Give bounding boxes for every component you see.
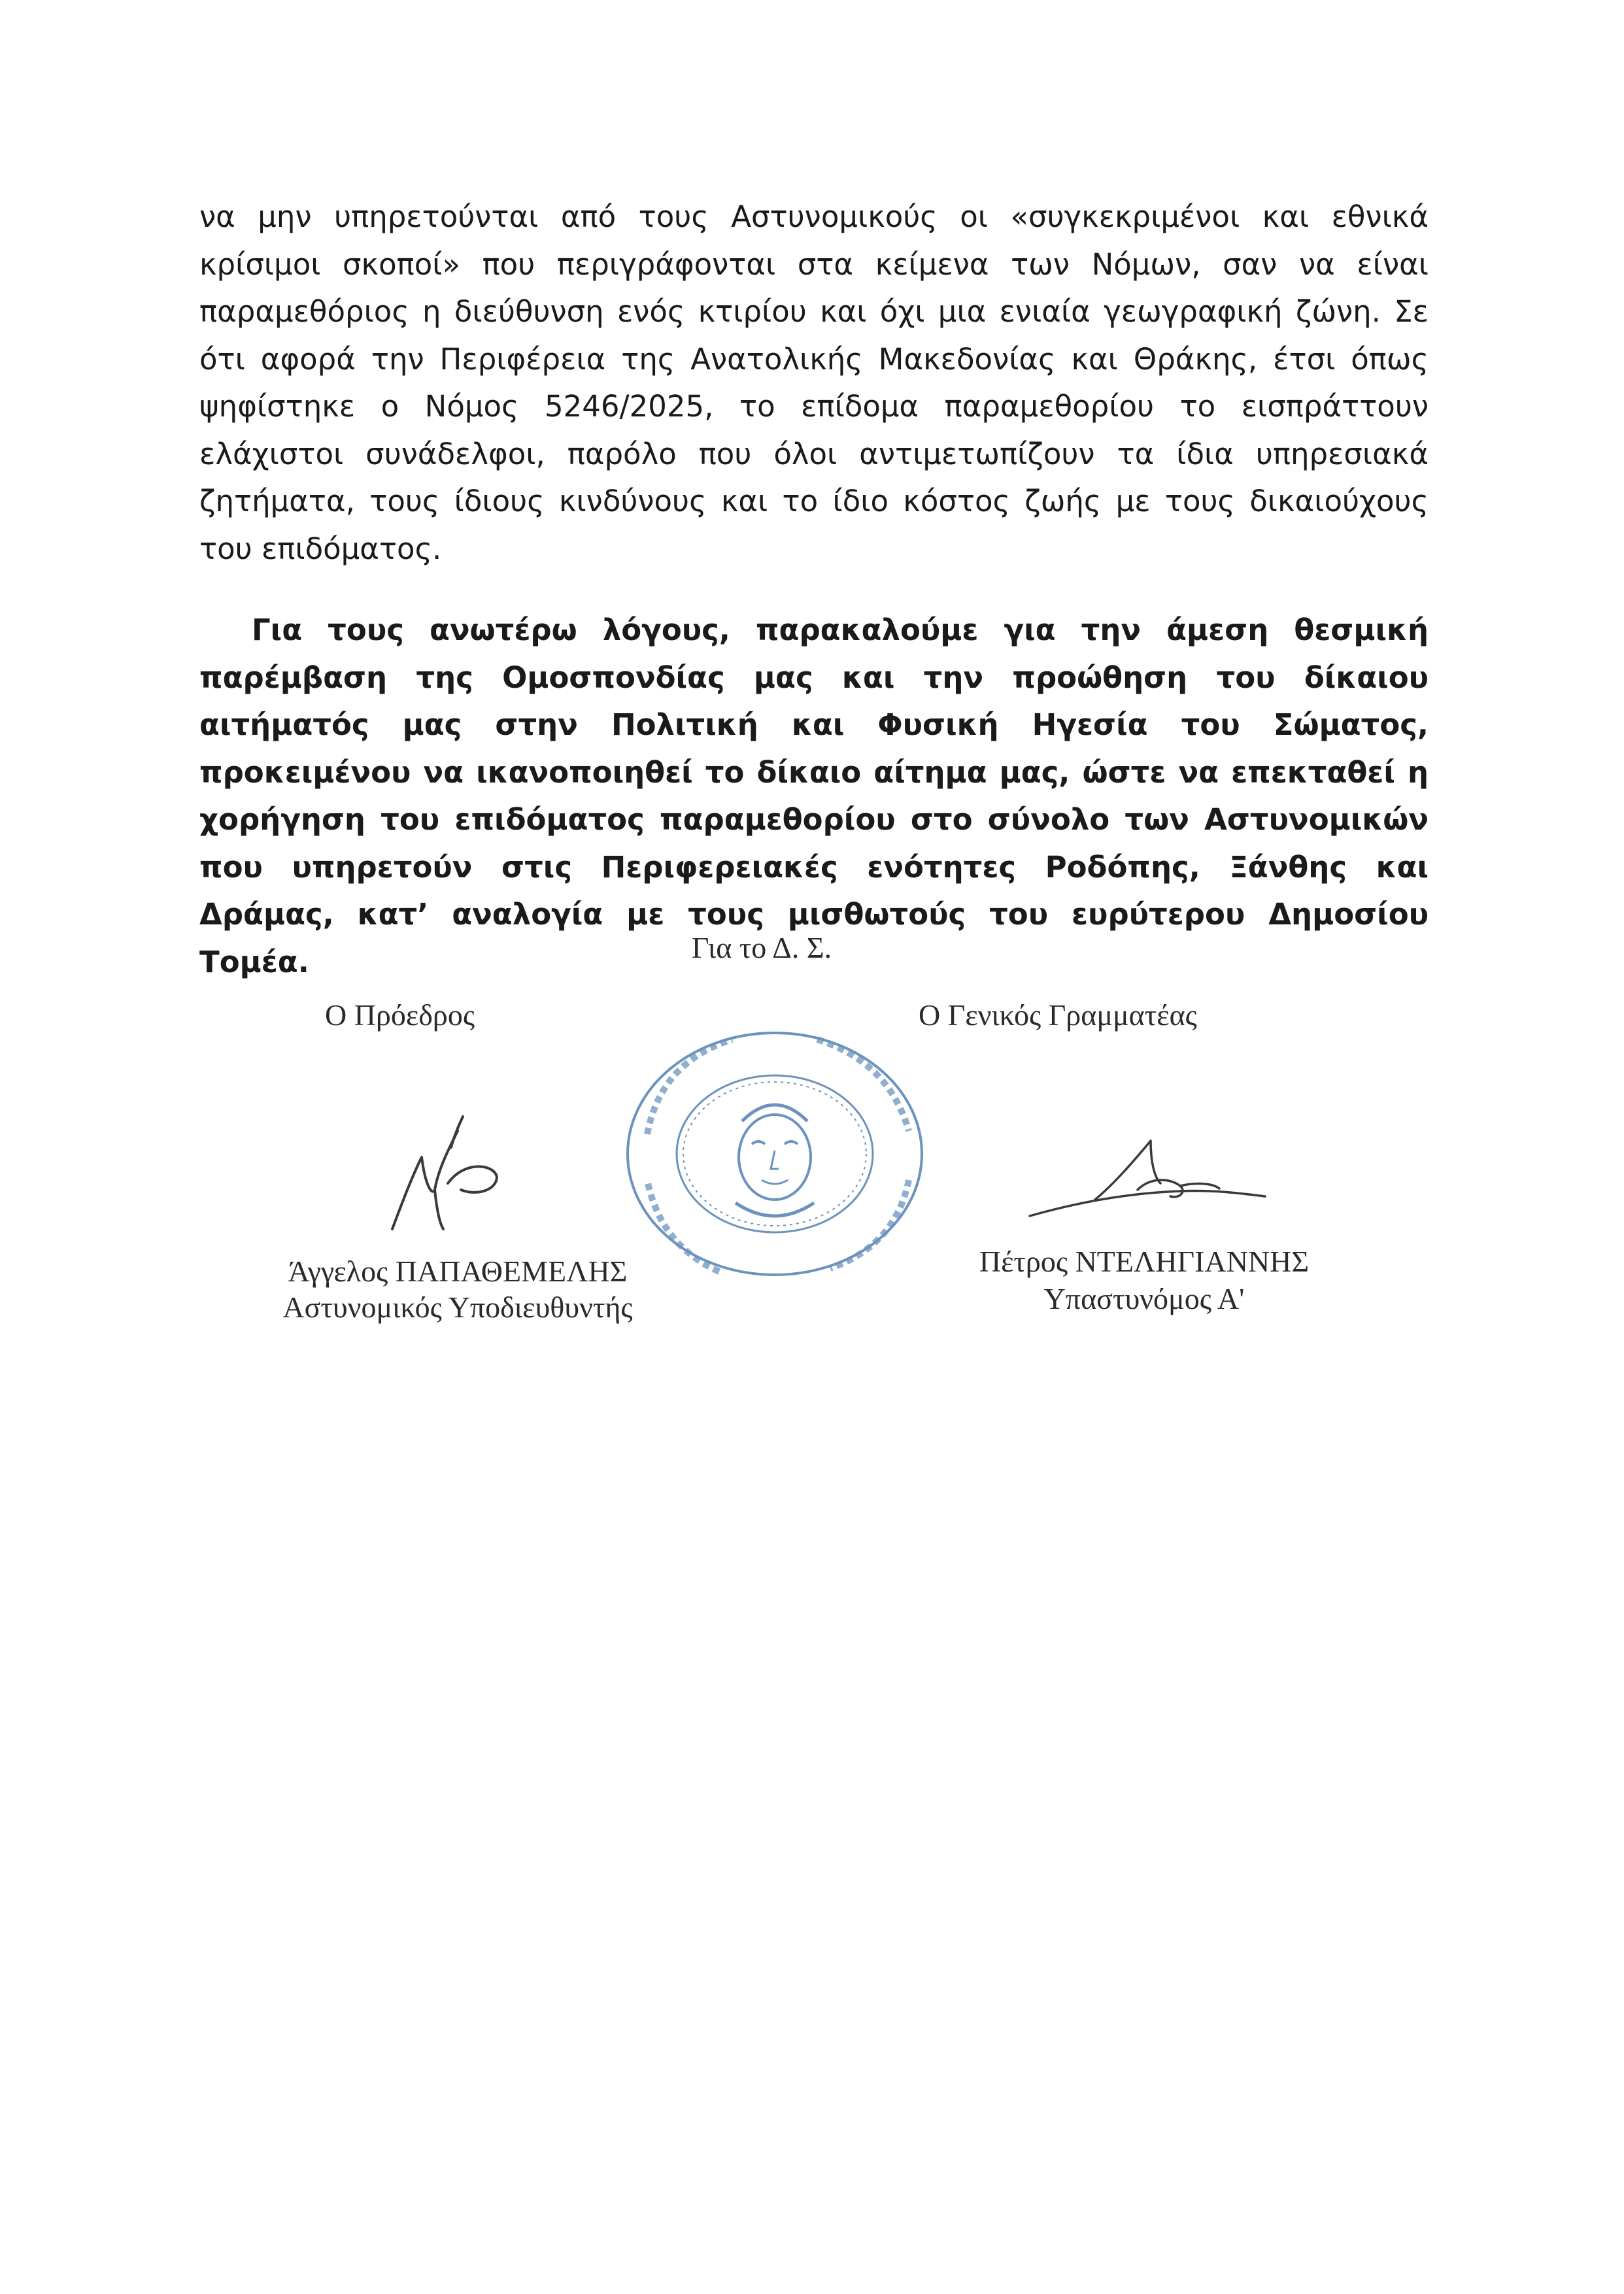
president-rank: Αστυνομικός Υποδιευθυντής	[282, 1290, 633, 1324]
letter-paragraph-2: Για τους ανωτέρω λόγους, παρακαλούμε για την άμεση θεσμική παρέμβαση της Ομοσπονδίας μας και την προώθηση του δίκαιου αιτήματός μας στην Πολιτική και Φυσική Ηγεσία του Σώματος, προκειμένου να ικανοποιηθεί το δίκαιο αίτημα μας, ώστε να επεκταθεί η χορήγηση του επιδόματος παραμεθορίου στο σύνολο των Αστυνομικών που υπηρετούν στις Περιφερειακές ενότητες Ροδόπης, Ξάνθης και Δράμας, κατ’ αναλογία με τους μισθωτούς του ευρύτερου Δημοσίου Τομέα.	[199, 613, 1429, 979]
secretary-name: Πέτρος ΝΤΕΛΗΓΙΑΝΝΗΣ	[979, 1245, 1310, 1278]
letter-paragraph-1: να μην υπηρετούνται από τους Αστυνομικούς οι «συγκεκριμένοι και εθνικά κρίσιμοι σκοποί» που περιγράφονται στα κείμενα των Νόμων, σαν να είναι παραμεθόριος η διεύθυνση ενός κτιρίου και όχι μια ενιαία γεωγραφική ζώνη. Σε ότι αφορά την Περιφέρεια της Ανατολικής Μακεδονίας και Θράκης, έτσι όπως ψηφίστηκε ο Νόμος 5246/2025, το επίδομα παραμεθορίου το εισπράττουν ελάχιστοι συνάδελφοι, παρόλο που όλοι αντιμετωπίζουν τα ίδια υπηρεσιακά ζητήματα, τους ίδιους κινδύνους και το ίδιο κόστος ζωής με τους δικαιούχους του επιδόματος.	[199, 199, 1429, 566]
president-name: Άγγελος ΠΑΠΑΘΕΜΕΛΗΣ	[288, 1255, 628, 1288]
president-role: Ο Πρόεδρος	[325, 998, 475, 1032]
letter-body	[199, 194, 1429, 986]
secretary-role: Ο Γενικός Γραμματέας	[919, 998, 1197, 1032]
association-seal-stamp	[621, 1023, 928, 1285]
president-signature	[386, 1111, 530, 1242]
board-label: Για το Δ. Σ.	[691, 931, 832, 964]
secretary-signature	[1023, 1131, 1272, 1229]
secretary-rank: Υπαστυνόμος Α'	[1043, 1282, 1245, 1315]
